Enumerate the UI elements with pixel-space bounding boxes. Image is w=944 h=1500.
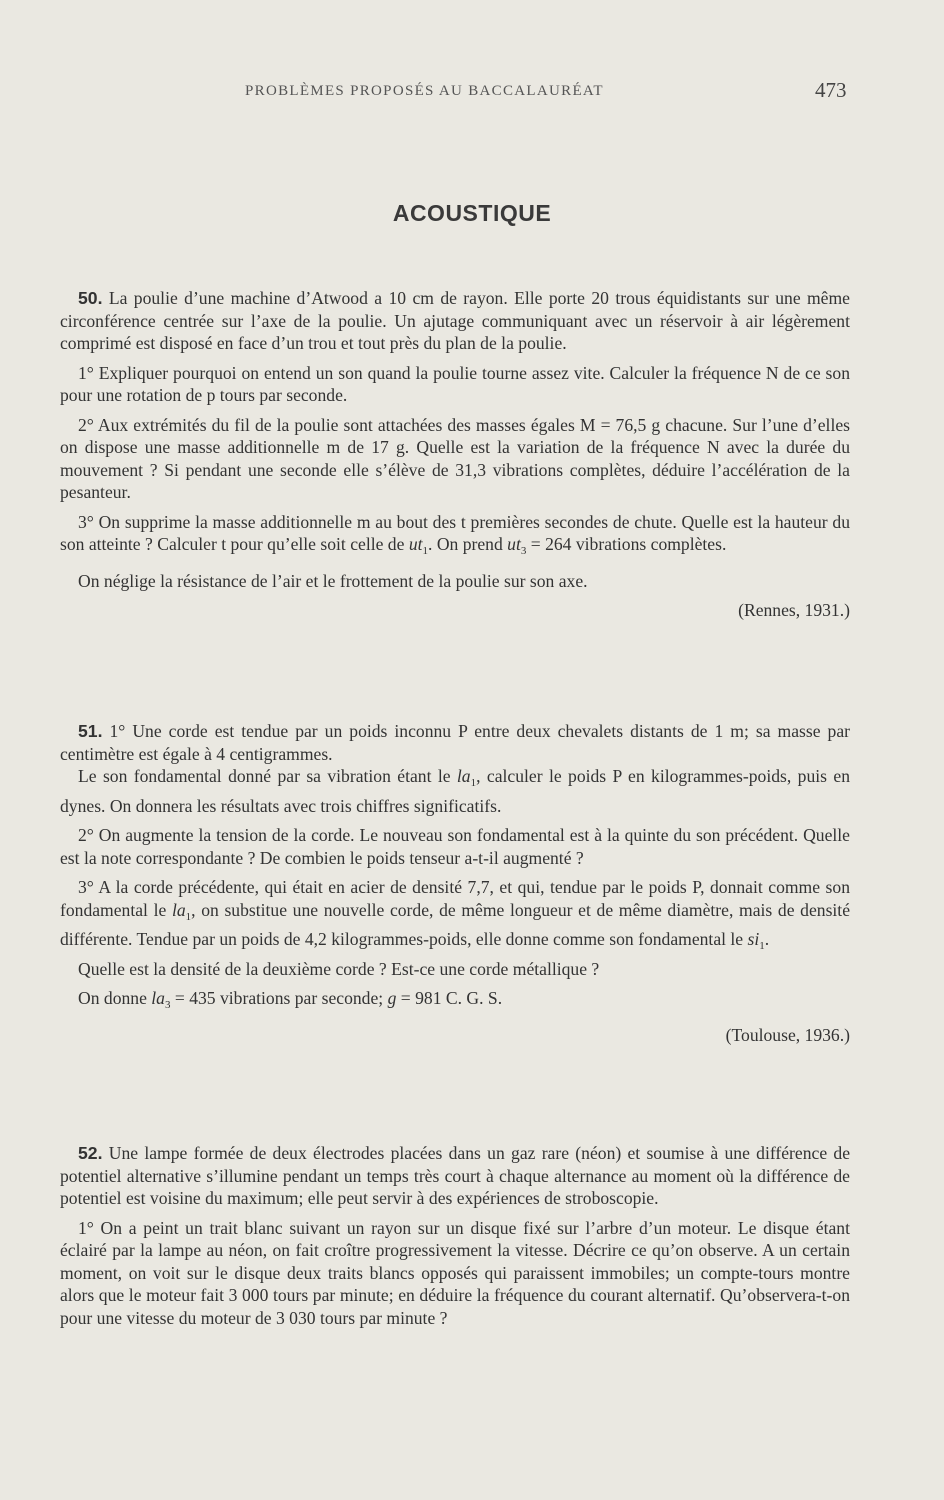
text-run: 3° A la corde précédente, qui était en acier de densité 7,7, et qui, tendue par le poids P, donnait comme son fondamental le (60, 877, 850, 920)
page-number: 473 (815, 78, 847, 102)
problem-51-question-1-cont (60, 765, 850, 817)
problem-50-question-3 (60, 511, 850, 563)
subscript: 1 (185, 910, 192, 923)
text-run: = 981 C. G. S. (396, 988, 503, 1008)
problem-51-source: (Toulouse, 1936.) (725, 1024, 850, 1045)
problem-number: 51. (78, 721, 103, 741)
subscript: 1 (470, 777, 477, 789)
problem-50-intro (60, 287, 850, 355)
text-run: = 264 vibrations complètes. (526, 534, 727, 554)
problem-52 (60, 1142, 850, 1336)
problem-50-question-1: 1° Expliquer pourquoi on entend un son quand la poulie tourne assez vite. Calculer la fréquence N de ce son pour une rotation de p tours par seconde. (60, 362, 850, 405)
text-run: = 435 vibrations par seconde; (170, 988, 388, 1008)
section-title: ACOUSTIQUE (392, 200, 552, 226)
problem-52-intro (60, 1142, 850, 1210)
running-head: PROBLÈMES PROPOSÉS AU BACCALAURÉAT (245, 83, 604, 99)
subscript: 3 (164, 999, 171, 1011)
problem-51-question-3-cont: Quelle est la densité de la deuxième corde ? Est-ce une corde métallique ? (78, 958, 600, 979)
problem-number: 50. (78, 288, 103, 308)
problem-51-question-2: 2° On augmente la tension de la corde. Le nouveau son fondamental est à la quinte du son précédent. Quelle est la note correspondante ? De combien le poids tenseur a-t-il augmenté ? (60, 825, 850, 868)
subscript: 3 (520, 545, 527, 557)
note-symbol: ut (408, 534, 423, 554)
note-symbol: la (456, 766, 471, 786)
problem-52-question-1: 1° On a peint un trait blanc suivant un rayon sur un disque fixé sur l’arbre d’un moteur. Le disque étant éclairé par la lampe au néon, on fait croître progressivement la vitesse. Décrire ce qu’on observe. A un certain moment, on voit sur le disque deux traits blancs opposés qui paraissent immobiles; un compte-tours montre alors que le moteur fait 3 000 tours par minute; en déduire la fréquence du courant alternatif. Qu’observera-t-on pour une vitesse du moteur de 3 030 tours par minute ? (60, 1217, 850, 1328)
text-run: , on substitue une nouvelle corde, de même longueur et de même diamètre, mais de densité différente. Tendue par un poids de 4,2 kilogrammes-poids, elle donne comme son fondamental le (60, 899, 851, 949)
text-run: . (764, 929, 770, 949)
problem-50-source: (Rennes, 1931.) (738, 600, 850, 620)
text-run: . On prend (428, 534, 508, 554)
subscript: 1 (422, 545, 429, 557)
problem-text: La poulie d’une machine d’Atwood a 10 cm de rayon. Elle porte 20 trous équidistants sur une même circonférence centrée sur l’axe de la poulie. Un ajutage communiquant avec un réservoir à air légèrement comprimé est disposé en face d’un trou et tout près du plan de la poulie. (60, 288, 850, 353)
note-symbol: la (171, 899, 186, 920)
text-run: 3° On supprime la masse additionnelle m au bout des t premières secondes de chute. Quelle est la hauteur du son atteinte ? Calculer t pour qu’elle soit celle de (60, 511, 850, 554)
problem-51-data (60, 987, 850, 1017)
problem-text: 1° Une corde est tendue par un poids inconnu P entre deux chevalets distants de 1 m; sa masse par centimètre est égale à 4 centigrammes. (60, 721, 850, 764)
note-symbol: la (151, 988, 165, 1008)
problem-51-question-1 (60, 720, 850, 765)
note-symbol: ut (507, 534, 521, 554)
problem-51-question-3 (60, 876, 850, 958)
problem-text: Une lampe formée de deux électrodes placées dans un gaz rare (néon) et soumise à une différence de potentiel alternative s’illumine pendant un temps très court à chaque alternance au moment où la différence de potentiel est voisine du maximum; elle peut servir à des expériences de stroboscopie. (60, 1143, 850, 1208)
problem-number: 52. (78, 1143, 103, 1163)
text-run: , calculer le poids P en kilogrammes-poids, puis en dynes. On donnera les résultats avec trois chiffres significatifs. (60, 766, 850, 816)
variable: g (387, 988, 397, 1008)
problem-50 (60, 287, 850, 622)
subscript: 1 (759, 940, 765, 952)
note-symbol: si (747, 929, 760, 949)
problem-50-question-2: 2° Aux extrémités du fil de la poulie sont attachées des masses égales M = 76,5 g chacune. Sur l’une d’elles on dispose une masse additionnelle m de 17 g. Quelle est la variation de la fréquence N avec la durée du mouvement ? Si pendant une seconde elle s’élève de 31,3 vibrations complètes, déduire l’accélération de la pesanteur. (60, 414, 850, 502)
problem-50-note: On néglige la résistance de l’air et le frottement de la poulie sur son axe. (78, 570, 588, 591)
text-run: On donne (78, 988, 152, 1008)
problem-51 (60, 720, 850, 1046)
text-run: Le son fondamental donné par sa vibration étant le (78, 766, 457, 786)
